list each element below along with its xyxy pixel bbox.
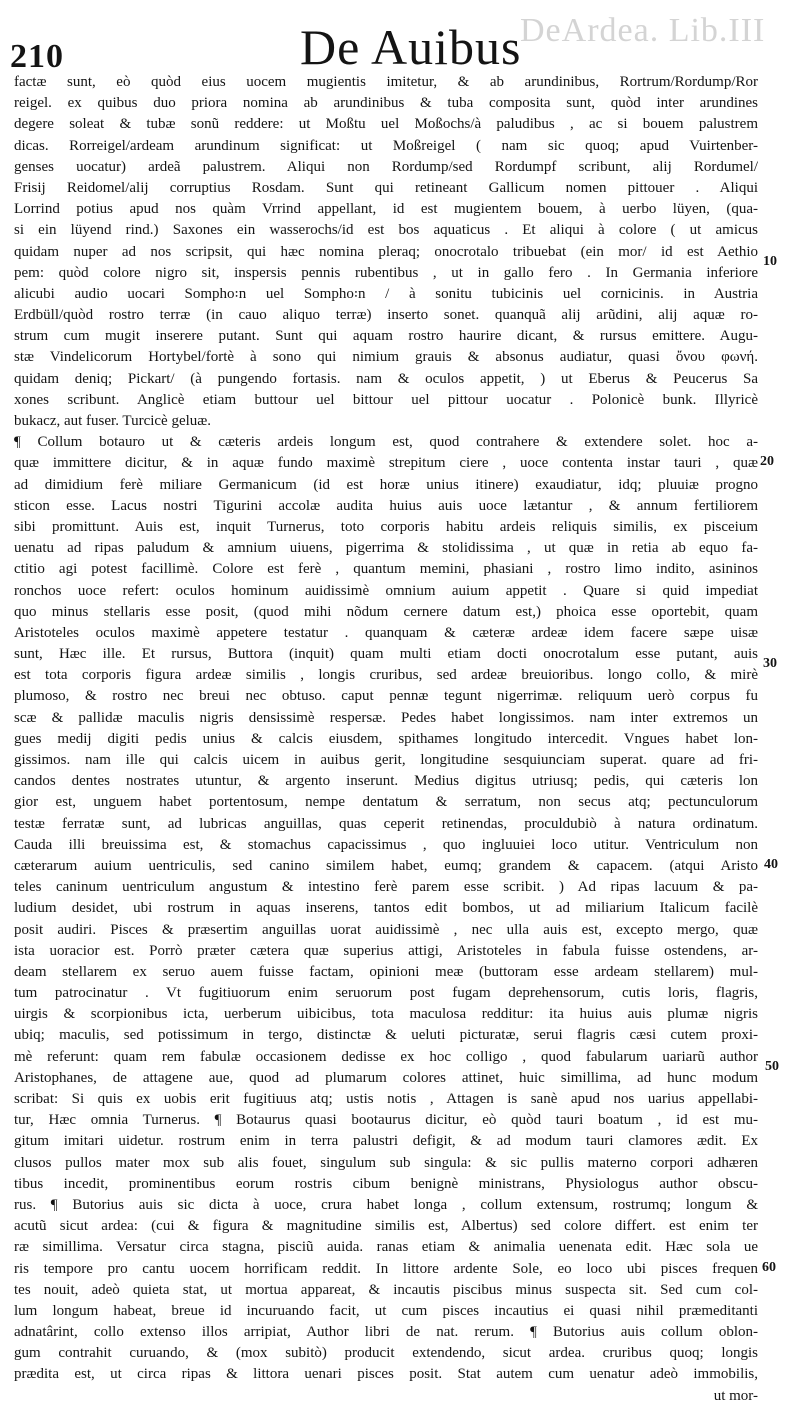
text-line: gum contrahit curuando, & (mox subitò) producit extendendo, sicut ardea. cruribus quoq; longis bbox=[14, 1345, 758, 1362]
bleed-through-text: DeArdea. Lib.III bbox=[520, 12, 766, 49]
text-line: sibi promittunt. Auis est, inquit Turnerus, toto corporis habitu ardeis reliquis similis, ex pisceium bbox=[14, 518, 758, 535]
text-line: tum patrocinatur . Vt fugitiuorum enim seruorum post fugam deprehensorum, cutis loris, flagris, bbox=[14, 985, 758, 1002]
text-line: Frisij Reidomel/alij corruptius Rosdam. Sunt qui retineant Gallicum nomen pittouer . Aliqui bbox=[14, 179, 758, 196]
text-line: scribat: Si quis ex uobis erit fugitiuus atq; ustis notis , Attagen is sanè apud nos uarius appellabi- bbox=[14, 1091, 758, 1107]
text-line: tes nouit, adeò quieta stat, ut mortua appareat, & incautis piscibus minus suspecta sit. Sed cum col- bbox=[14, 1281, 758, 1298]
text-line: ut mor- bbox=[713, 1387, 758, 1404]
text-line: Cauda illi breuissima est, & stomachus capacissimus , quo ingluuiei loco utitur. Ventriculum non bbox=[14, 836, 758, 853]
text-line: ludium desidet, ubi rostrum in aquas inserens, tantos edit bombos, ut ad miliarium Italicum facilè bbox=[14, 900, 758, 917]
text-line: ad dimidium ferè miliare Germanicum (id est horæ unius itinere) exaudiatur, idq; pluuiæ progno bbox=[14, 476, 758, 493]
text-line: dicas. Rorreigel/ardeam arundinum significat: ut Moßreigel ( nam sic quoq; apud Vuirtenber- bbox=[14, 137, 758, 154]
text-line: prædita est, ut circa ripas & littora uenari pisces posit. Stat autem cum uenatur adeò immobilis, bbox=[14, 1366, 758, 1383]
text-line: quidam nuper ad nos scripsit, qui hæc nomina pleraq; onocrotalo tribuebat (ein mor/ id est Aethio bbox=[14, 243, 758, 260]
text-line: deam stellarem ex seruo auem fuisse factam, opinioni meæ (buttoram esse ardeam stellarem) mul- bbox=[14, 963, 758, 980]
margin-line-number: 60 bbox=[762, 1260, 776, 1275]
text-line: tibus incedit, prominentibus eorum rostris cibum benignè ministrans, Physiologus author obscu- bbox=[14, 1175, 758, 1192]
text-line: ræ simillima. Versatur circa stagna, pisciũ auida. ranas etiam & animalia uenenata edit. Hæc sola ue bbox=[14, 1239, 758, 1256]
text-line: genses uocatur) ardeã palustrem. Aliqui non Rordump/sed Rordumpf scribunt, alij Rordumel/ bbox=[14, 158, 758, 175]
text-line: rus. ¶ Butorius auis sic dicta à uoce, crura habet longa , collum extensum, rostrumq; longum & bbox=[14, 1196, 758, 1213]
text-line: testæ ferratæ sunt, ad lubricas anguillas, quas ceperit retinendas, proculdubiò à natura ordinatum. bbox=[14, 815, 758, 832]
text-line: si ein lüyend rind.) Saxones ein wasserochs/id est bos aquaticus . Et aliqui à colore ( ut amicus bbox=[14, 222, 758, 239]
text-line: lum longum habeat, breue id incuruando facit, ut cum pisces incautius ei quasi nihil præmeditanti bbox=[14, 1302, 758, 1319]
text-line: ronchos uoce refert: oculos hominum auidissimè omnium auium appetit . Quare si quid impediat bbox=[14, 582, 758, 599]
text-line: adnatârint, collo extenso illos arripiat, Author libri de nat. rerum. ¶ Butorius auis collum oblon- bbox=[14, 1324, 758, 1341]
text-line: ista uoracior est. Porrò præter cætera quæ superius attigi, Aristoteles in fabula fuisse ostendens, ar- bbox=[14, 942, 758, 959]
text-line: est tota corporis figura ardeæ similis , longis cruribus, sed ardeæ breuioribus. longo collo, & mirè bbox=[14, 667, 758, 684]
margin-line-number: 50 bbox=[765, 1059, 779, 1074]
text-line: scæ & pallidæ maculis nigris densissimè respersæ. Pedes habet longissimos. nam inter extremos un bbox=[14, 709, 758, 726]
text-line: acutũ sicut ardea: (cui & figura & magnitudine similis est, Albertus) sed colore differt. est enim ter bbox=[14, 1218, 758, 1235]
text-line: reigel. ex quibus duo priora nomina ab arundinibus & tuba composita sunt, quòd inter arundines bbox=[14, 95, 758, 112]
margin-line-number: 20 bbox=[760, 454, 774, 469]
text-line: xones scribunt. Anglicè etiam buttour uel bittour uel pittour uocatur . Polonicè bunk. Illyricè bbox=[14, 391, 758, 408]
text-line: quo minus stellaris esse posit, (quod mihi nõdum cernere datum est,) phoica esse oportebit, quam bbox=[14, 603, 758, 620]
text-line: Aristophanes, de attagene aue, quod ad plumarum colores attinet, huic simillima, ad hunc modum bbox=[14, 1069, 758, 1086]
body-text bbox=[14, 72, 758, 1407]
margin-line-number: 10 bbox=[763, 254, 777, 269]
text-line: strum cum mugit inserere putant. Sunt qui aquam rostro haurire dicant, & rursus emittere. Augu- bbox=[14, 328, 758, 345]
text-line: quidam deniq; Pickart/ (à pungendo fortasis. nam & oculos appetit, ) ut Eberus & Peucerus Sa bbox=[14, 370, 758, 387]
text-line: Aristoteles oculos maximè appetere testatur . quanquam & cæteræ ardeæ idem facere sæpe uisæ bbox=[14, 624, 758, 641]
text-line: factæ sunt, eò quòd eius uocem mugientis imitetur, & ab arundinibus, Rortrum/Rordump/Ror bbox=[14, 74, 758, 90]
text-line: gissimos. nam ille qui calcis uicem in auibus gerit, longitudine sesquiunciam superat. quare ad fri- bbox=[14, 752, 758, 768]
text-line: quæ immittere dicitur, & in aquæ fundo maximè strepitum ciere , uoce contenta instar tauri , quæ bbox=[14, 455, 758, 472]
page-number: 210 bbox=[10, 38, 64, 75]
text-line: ¶ Collum botauro ut & cæteris ardeis longum est, quod contrahere & extendere solet. hoc a- bbox=[14, 434, 758, 451]
text-line: uenatu ad ripas paludum & amnium uiuens, pigerrima & stolidissima , ut quæ in retia ab equo fa- bbox=[14, 540, 758, 557]
text-line: alicubi audio uocari Sompho꞉n uel Sompho꞉n / à sonitu tubicinis uel cornicinis. in Austria bbox=[14, 285, 758, 302]
text-line: clusos pullos mater mox sub alis fouet, singulum sub singula: & sic pullis materno corpori adhæren bbox=[14, 1154, 758, 1171]
text-line: plumoso, & rostro nec breui nec obtuso. caput pennæ tegunt nigerrimæ. reliquum uerò corpus fu bbox=[14, 688, 758, 705]
text-line: pem: quòd colore nigro sit, inspersis pennis rubentibus , ut in gallo fero . In Germania inferiore bbox=[14, 264, 758, 281]
margin-line-number: 40 bbox=[764, 857, 778, 872]
text-line: tur, Hæc omnia Turnerus. ¶ Botaurus quasi bootaurus dicitur, eò quòd tauri boatum , id est mu- bbox=[14, 1112, 758, 1129]
text-line: gues medij digiti pedis unius & calcis eiusdem, spithames longitudo intercedit. Vngues habet lon- bbox=[14, 730, 758, 747]
text-line: ctitio agi potest facillimè. Colore est ferè , quantum memini, phasiani , rostro limo indito, asininos bbox=[14, 561, 758, 578]
text-line: Lorrind potius apud nos quàm Vrrind appellant, id est mugientem bouem, à uerbo lüyen, (qua- bbox=[14, 201, 758, 218]
text-line: stæ Vindelicorum Hortybel/fortè à sono qui nimium grauis & absonus audiatur, quasi ὄνου φωνή. bbox=[14, 349, 758, 366]
text-line: gior est, unguem habet portentosum, nempe dentatum & serratum, non secus atq; pectunculorum bbox=[14, 794, 758, 811]
text-line: sticon esse. Lacus nostri Tigurini accolæ audita huius auis uoce lætantur , & annum fertiliorem bbox=[14, 497, 758, 514]
text-line: teles caninum uentriculum angustum & intestino ferè parem esse scribit. ) Ad ripas lacuum & pa- bbox=[14, 879, 758, 896]
text-line: bukacz, aut fuser. Turcicè geluæ. bbox=[14, 413, 212, 429]
margin-line-number: 30 bbox=[763, 656, 777, 671]
running-title: De Auibus bbox=[300, 19, 522, 75]
text-line: sunt, Hæc ille. Et rursus, Buttora (inquit) quam multi etiam docti onocrotalum esse putant, auis bbox=[14, 646, 758, 663]
text-line: cæterarum auium uentriculis, sed canino similem habet, eumq; grandem & capacem. (atqui Aristo bbox=[14, 857, 758, 874]
text-line: gitum imitari uidetur. rostrum enim in terra palustri defigit, & ad modum tauri clamores ædit. Ex bbox=[14, 1133, 758, 1150]
text-line: ubiq; maculis, sed potissimum in tergo, distinctæ & ueluti picturatæ, serui flagris cæsi cutem proxi- bbox=[14, 1027, 758, 1044]
text-line: mè referunt: quam rem fabulæ occasionem dedisse ex hoc colligo , quod fabularum uariarũ author bbox=[14, 1048, 758, 1065]
text-line: degere soleat & tubæ sonũ reddere: ut Moßtu uel Moßochs/à paludibus , ac si bouem palustrem bbox=[14, 116, 758, 133]
text-line: uirgis & scorpionibus icta, uerberum uibicibus, tota maculosa redditur: ita huius auis plumæ nigris bbox=[14, 1006, 758, 1023]
text-line: ris tempore pro cantu uocem horrificam reddit. In littore ardente Sole, eo loco ubi pisces frequen bbox=[14, 1260, 758, 1277]
text-line: Erdbüll/quòd rostro terræ (in cauo aliquo terræ) inserto sonet. quanquã alij arũdini, alij aquæ ro- bbox=[14, 307, 758, 324]
text-line: candos dentes nostrates utuntur, & argento inserunt. Medius digitus utriusq; pedis, qui cæteris lon bbox=[14, 773, 758, 790]
text-line: posit audiri. Pisces & præsertim anguillas uorat auidissimè , nec ulla auis est, excepto mergo, quæ bbox=[14, 921, 758, 938]
